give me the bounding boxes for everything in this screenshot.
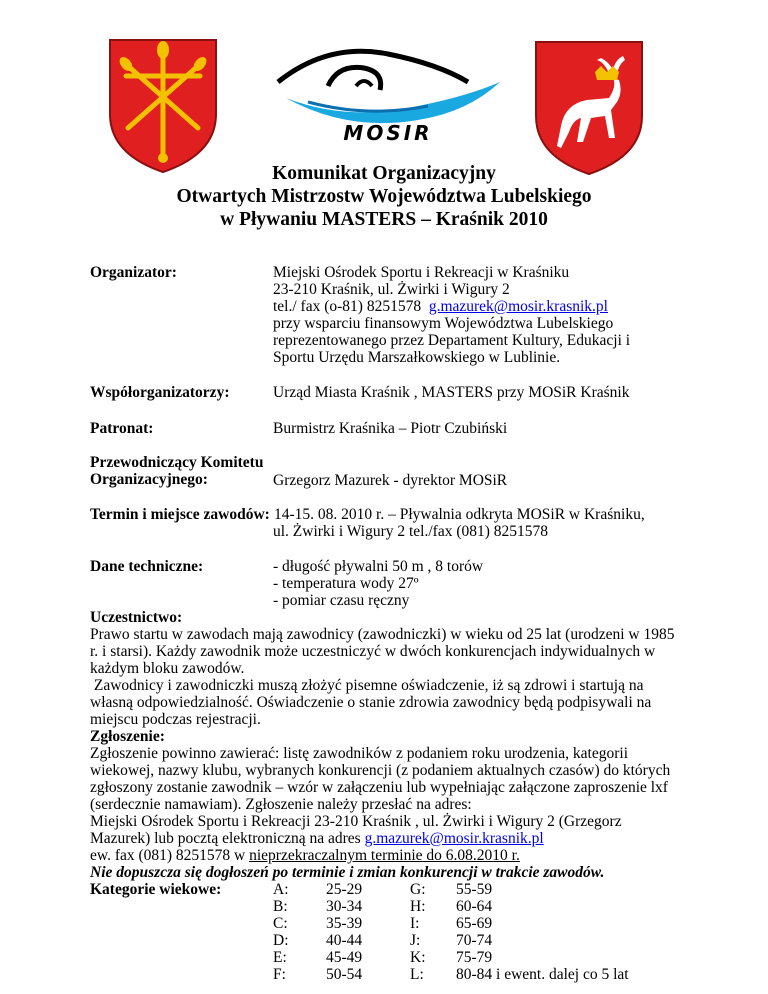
dane-techniczne-label: Dane techniczne: [90,558,204,575]
category-code: D: [273,932,289,949]
zgloszenie-line: (serdecznie namawiam). Zgłoszenie należy przesłać na adres: [90,796,472,813]
dane-techniczne-line: - długość pływalni 50 m , 8 torów [273,558,484,575]
komitet-label-line1: Przewodniczący Komitetu [90,454,264,471]
category-code: H: [410,898,426,915]
category-code: K: [410,949,426,966]
category-code: I: [410,915,420,932]
category-code: C: [273,915,288,932]
category-range: 25-29 [326,881,363,898]
wspolorganizatorzy-value: Urząd Miasta Kraśnik , MASTERS przy MOSiR Kraśnik [273,384,630,401]
termin-label: Termin i miejsce zawodów: [90,506,270,523]
category-range: 70-74 [456,932,493,949]
category-range: 40-44 [326,932,363,949]
zgloszenie-fax: ew. fax (081) 8251578 w [90,847,250,864]
mosir-logo-text: MOSIR [343,121,433,144]
organizator-phone-line [273,298,608,316]
zgloszenie-deadline-line [90,847,520,865]
uczestnictwo-line: każdym bloku zawodów. [90,660,245,677]
zgloszenie-line: wiekowej, nazwy klubu, wybranych konkurencji (z podaniem aktualnych czasów) do których [90,762,671,779]
patronat-value: Burmistrz Kraśnika – Piotr Czubiński [273,420,508,437]
uczestnictwo-line: Zawodnicy i zawodniczki muszą złożyć pisemne oświadczenie, iż są zdrowi i startują na [90,677,644,694]
zgloszenie-deadline: nieprzekraczalnym terminie do 6.08.2010 r. [249,847,520,864]
krasnik-coat-of-arms [104,36,222,176]
category-code: F: [273,966,286,983]
uczestnictwo-line: miejscu podczas rejestracji. [90,711,261,728]
category-range: 80-84 i ewent. dalej co 5 lat [456,966,629,983]
category-range: 60-64 [456,898,493,915]
wspolorganizatorzy-label: Współorganizatorzy: [90,384,230,401]
patronat-label: Patronat: [90,420,154,437]
zgloszenie-email-prefix: Mazurek) lub pocztą elektroniczną na adres [90,830,365,847]
komitet-label-line2: Organizacyjnego: [90,471,208,488]
organizator-line: reprezentowanego przez Departament Kultury, Edukacji i [273,332,631,349]
category-code: E: [273,949,287,966]
zgloszenie-email-line [90,830,544,848]
lublin-voivodeship-coat-of-arms [531,38,647,178]
mosir-logo [268,42,506,144]
category-code: B: [273,898,288,915]
zgloszenie-heading: Zgłoszenie: [90,728,165,745]
category-range: 75-79 [456,949,493,966]
uczestnictwo-line: Prawo startu w zawodach mają zawodnicy (zawodniczki) w wieku od 25 lat (urodzeni w 1985 [90,626,675,643]
category-code: L: [410,966,424,983]
organizator-line: przy wsparciu finansowym Województwa Lubelskiego [273,315,614,332]
komitet-value: Grzegorz Mazurek - dyrektor MOSiR [273,472,508,489]
zgloszenie-warning: Nie dopuszcza się dogłoszeń po terminie i zmian konkurencji w trakcie zawodów. [90,864,605,881]
dane-techniczne-line: - pomiar czasu ręczny [273,592,410,609]
page-title-line3: w Pływaniu MASTERS – Kraśnik 2010 [220,209,548,230]
category-range: 50-54 [326,966,363,983]
page-title-line1: Komunikat Organizacyjny [272,163,496,184]
termin-line2: ul. Żwirki i Wigury 2 tel./fax (081) 8251578 [273,523,549,540]
category-range: 35-39 [326,915,363,932]
category-range: 55-59 [456,881,493,898]
uczestnictwo-line: własną odpowiedzialność. Oświadczenie o stanie zdrowia zawodnicy będą podpisywali na [90,694,652,711]
dane-techniczne-line: - temperatura wody 27º [273,575,419,592]
uczestnictwo-heading: Uczestnictwo: [90,609,183,626]
organizator-label: Organizator: [90,264,177,281]
zgloszenie-email-link[interactable]: g.mazurek@mosir.krasnik.pl [364,830,544,847]
organizator-line: Sportu Urzędu Marszałkowskiego w Lublinie. [273,349,561,366]
organizator-email-link[interactable]: g.mazurek@mosir.krasnik.pl [428,298,608,315]
termin-line1: 14-15. 08. 2010 r. – Pływalnia odkryta MOSiR w Kraśniku, [274,506,645,523]
category-range: 45-49 [326,949,363,966]
category-code: A: [273,881,289,898]
organizator-phone: tel./ fax (o-81) 8251578 [273,298,422,315]
kategorie-label: Kategorie wiekowe: [90,881,222,898]
zgloszenie-line: Zgłoszenie powinno zawierać: listę zawodników z podaniem roku urodzenia, kategorii [90,745,629,762]
organizator-line: Miejski Ośrodek Sportu i Rekreacji w Kraśniku [273,264,570,281]
organizator-line: 23-210 Kraśnik, ul. Żwirki i Wigury 2 [273,281,510,298]
uczestnictwo-line: r. i starsi). Każdy zawodnik może uczestniczyć w dwóch konkurencjach indywidualnych w [90,643,656,660]
zgloszenie-line: zgłoszony zostanie zawodnik – wzór w załączeniu lub wypełniając załączone zaproszenie lxf [90,779,668,796]
category-code: J: [410,932,421,949]
page-title-line2: Otwartych Mistrzostw Województwa Lubelskiego [176,186,592,207]
category-code: G: [410,881,426,898]
zgloszenie-line: Miejski Ośrodek Sportu i Rekreacji 23-210 Kraśnik , ul. Żwirki i Wigury 2 (Grzegorz [90,813,622,830]
category-range: 65-69 [456,915,493,932]
category-range: 30-34 [326,898,363,915]
